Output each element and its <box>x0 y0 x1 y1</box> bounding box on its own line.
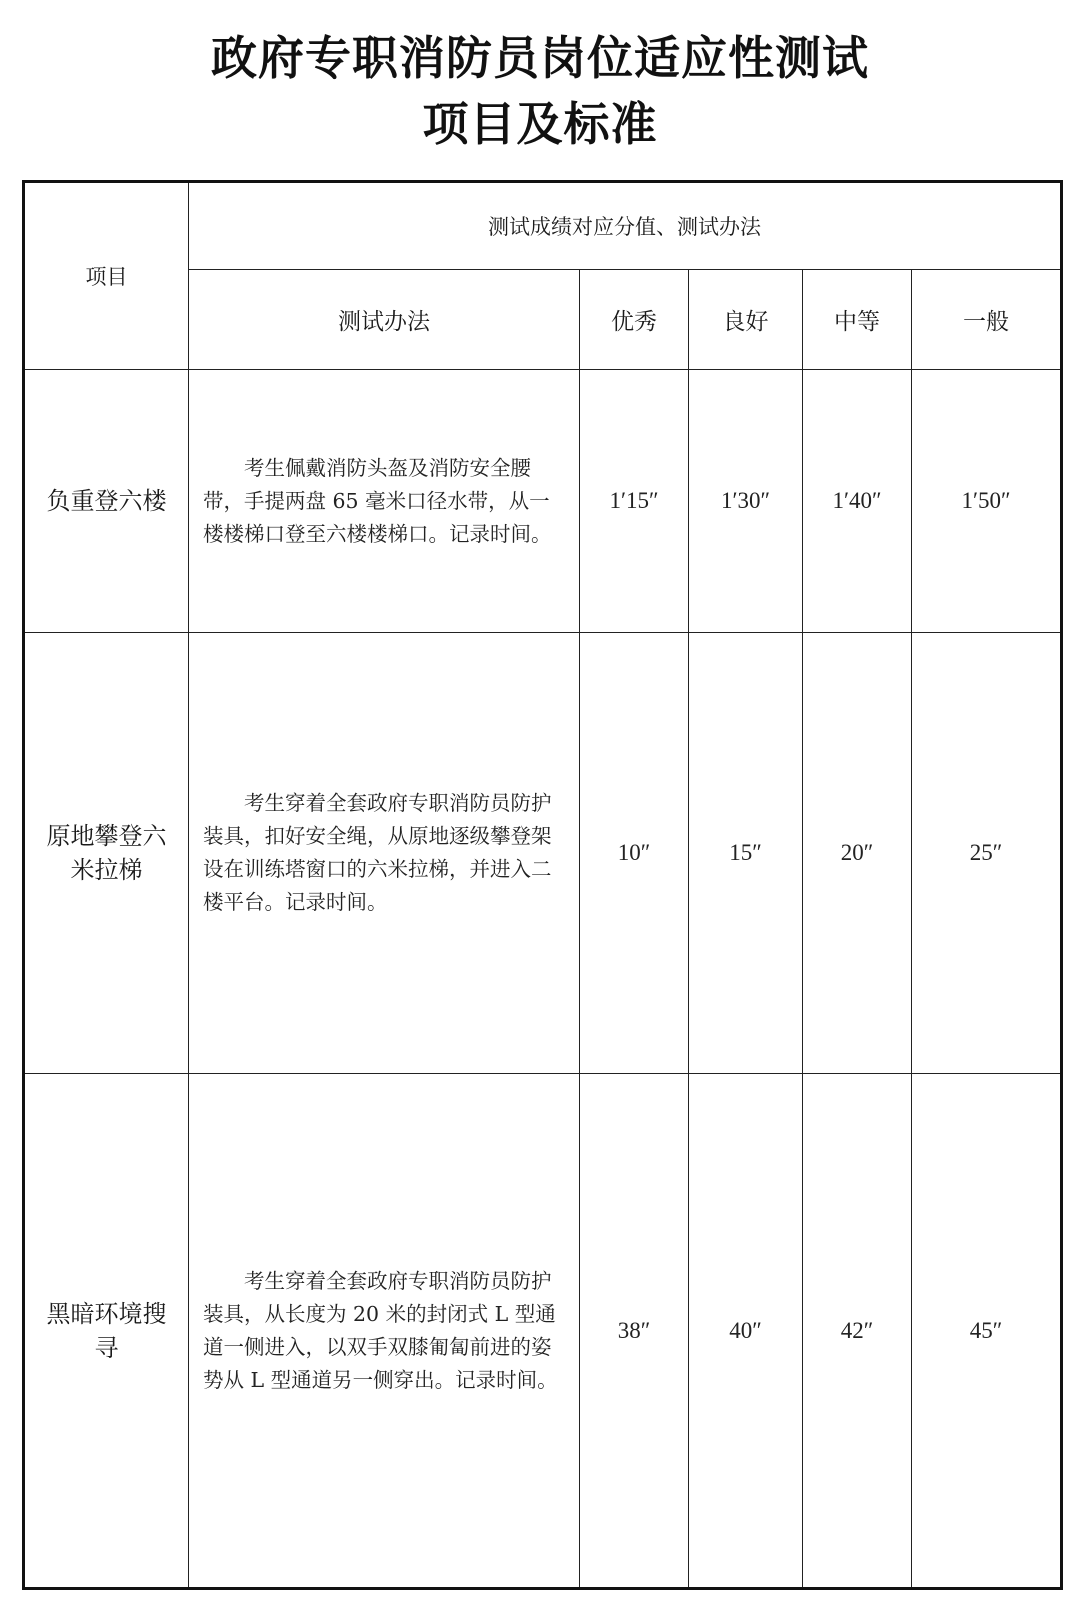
header-method: 测试办法 <box>189 270 580 370</box>
score-good: 40″ <box>689 1074 803 1589</box>
document-title-line-1: 政府专职消防员岗位适应性测试 <box>211 31 869 85</box>
row-method: 考生佩戴消防头盔及消防安全腰带，手提两盘 65 毫米口径水带，从一楼楼梯口登至六楼楼梯口。记录时间。 <box>189 370 580 633</box>
row-item: 黑暗环境搜寻 <box>24 1074 189 1589</box>
score-medium: 20″ <box>803 633 912 1074</box>
score-excellent: 10″ <box>580 633 689 1074</box>
document-title-line-2: 项目及标准 <box>422 97 658 151</box>
header-grade-medium: 中等 <box>803 270 912 370</box>
score-medium: 1′40″ <box>803 370 912 633</box>
score-general: 1′50″ <box>912 370 1062 633</box>
row-method: 考生穿着全套政府专职消防员防护装具，扣好安全绳，从原地逐级攀登架设在训练塔窗口的六米拉梯，并进入二楼平台。记录时间。 <box>189 633 580 1074</box>
score-good: 1′30″ <box>689 370 803 633</box>
table-row <box>24 1074 1062 1589</box>
score-general: 45″ <box>912 1074 1062 1589</box>
header-grade-general: 一般 <box>912 270 1062 370</box>
row-item: 原地攀登六米拉梯 <box>24 633 189 1074</box>
row-item: 负重登六楼 <box>24 370 189 633</box>
score-medium: 42″ <box>803 1074 912 1589</box>
score-excellent: 38″ <box>580 1074 689 1589</box>
table-row <box>24 633 1062 1074</box>
standards-table <box>22 180 1063 1590</box>
row-method: 考生穿着全套政府专职消防员防护装具，从长度为 20 米的封闭式 L 型通道一侧进入，以双手双膝匍匐前进的姿势从 L 型通道另一侧穿出。记录时间。 <box>189 1074 580 1589</box>
header-grade-excellent: 优秀 <box>580 270 689 370</box>
header-grade-good: 良好 <box>689 270 803 370</box>
table-row <box>24 370 1062 633</box>
header-group: 测试成绩对应分值、测试办法 <box>189 182 1062 270</box>
score-excellent: 1′15″ <box>580 370 689 633</box>
score-good: 15″ <box>689 633 803 1074</box>
header-item: 项目 <box>24 182 189 370</box>
score-general: 25″ <box>912 633 1062 1074</box>
